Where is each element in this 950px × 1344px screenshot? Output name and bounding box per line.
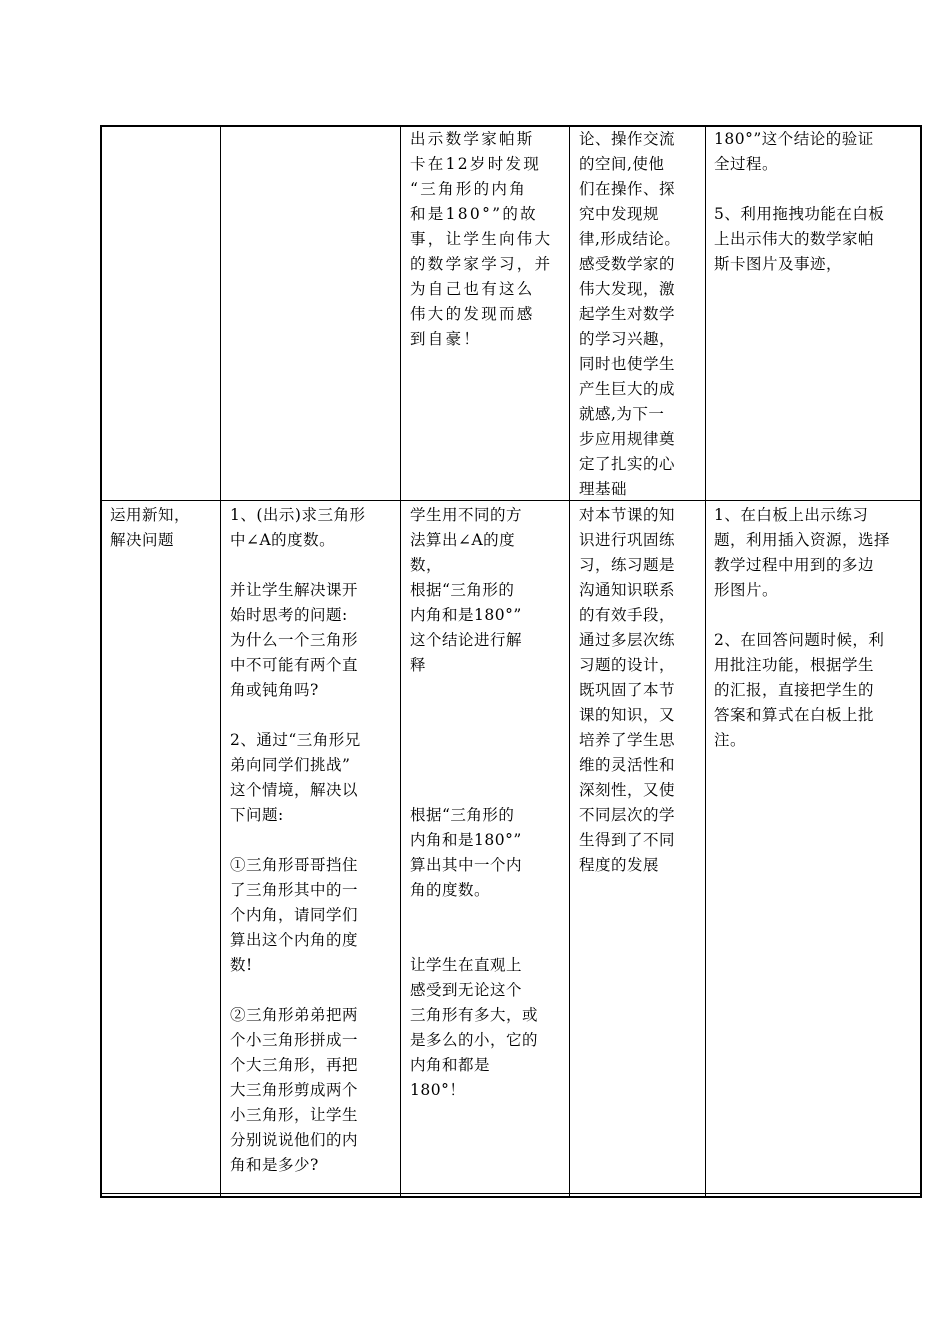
row2-stage-cell: 运用新知， 解决问题 (110, 506, 191, 549)
row2-design-intent-cell: 对本节课的知 识进行巩固练 习，练习题是 沟通知识联系 的有效手段， 通过多层次练 习题的设计， 既巩固了本节 课的知识，又 培养了学生思 维的灵活性和 深刻性，又使 不同层次的学 生得到了不同 程度的发展 (579, 506, 676, 874)
row1-whiteboard-use-cell: 180°”这个结论的验证 全过程。 5、利用拖拽功能在白板 上出示伟大的数学家帕 斯卡图片及事迹， (714, 130, 885, 273)
row2-teacher-activity-cell: 1、(出示)求三角形 中∠A的度数。 并让学生解决课开 始时思考的问题: 为什么一个三角形 中不可能有两个直 角或钝角吗? 2、通过“三角形兄 弟向同学们挑战” 这个情境，解决以 下问题: ①三角形哥哥挡住 了三角形其中的一 个内角，请同学们 算出这个内角的度 数! ②三角形弟弟把两 个小三角形拼成一 个大三角形，再把 大三角形剪成两个 小三角形，让学生 分别说说他们的内 角和是多少? (230, 506, 366, 1174)
column-divider-2 (400, 127, 401, 1196)
column-divider-1 (220, 127, 221, 1196)
column-divider-3 (569, 127, 570, 1196)
row2-student-activity-cell: 学生用不同的方 法算出∠A的度 数， 根据“三角形的 内角和是180°” 这个结论进行解 释 根据“三角形的 内角和是180°” 算出其中一个内 角的度数。 让学生在直观上 感受到无论这个 三角形有多大，或 是多么的小，它的 内角和都是 180°！ (410, 506, 539, 1099)
column-divider-4 (705, 127, 706, 1196)
row-divider (102, 500, 920, 501)
lesson-plan-table (100, 125, 922, 1198)
row1-student-activity-cell: 出示数学家帕斯 卡在12岁时发现 “三角形的内角 和是180°”的故 事，让学生向伟大 的数学家学习，并 为自己也有这么 伟大的发现而感 到自豪！ (410, 130, 553, 348)
row1-design-intent-cell: 论、操作交流 的空间,使他 们在操作、探 究中发现规 律,形成结论。 感受数学家的 伟大发现，激 起学生对数学 的学习兴趣， 同时也使学生 产生巨大的成 就感,为下一 步应用规律奠 定了扎实的心 理基础 (579, 130, 681, 498)
row2-whiteboard-use-cell: 1、在白板上出示练习 题，利用插入资源，选择 教学过程中用到的多边 形图片。 2、在回答问题时候，利 用批注功能，根据学生 的汇报，直接把学生的 答案和算式在白板上批 注。 (714, 506, 891, 749)
